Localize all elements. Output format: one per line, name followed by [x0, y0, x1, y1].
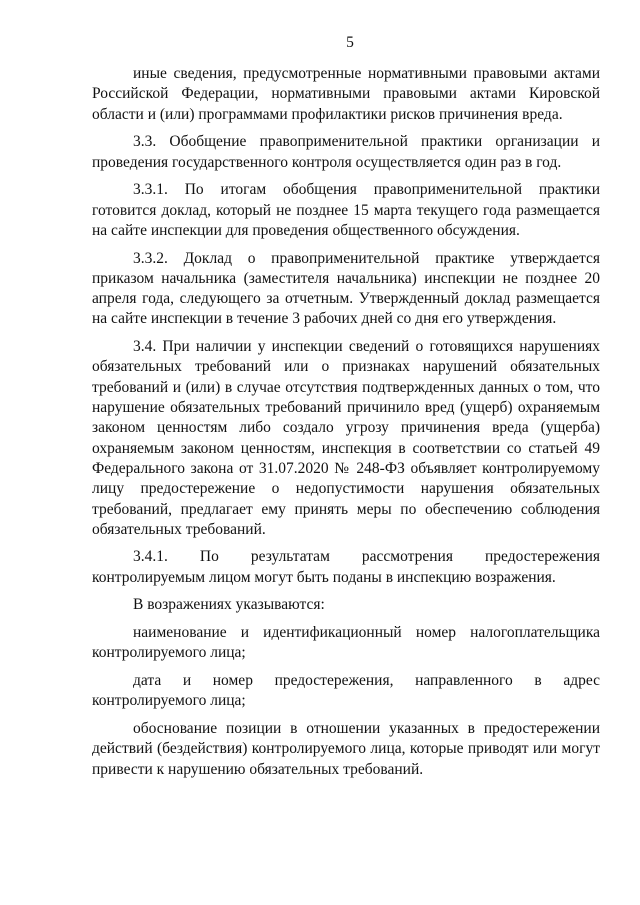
paragraph-other-information: иные сведения, предусмотренные нормативными правовыми актами Российской Федерации, нормативными правовыми актами Кировской области и (или) программами профилактики рисков причинения вреда.: [92, 65, 600, 123]
paragraph-3-3-1: 3.3.1. По итогам обобщения правоприменительной практики готовится доклад, который не позднее 15 марта текущего года размещается на сайте инспекции для проведения общественного обсуждения.: [92, 181, 600, 239]
paragraph-objections-list-intro: В возражениях указываются:: [133, 596, 325, 614]
paragraph-3-4-1: 3.4.1. По результатам рассмотрения предостережения контролируемым лицом могут быть поданы в инспекцию возражения.: [92, 548, 600, 586]
paragraph-item-justification: обоснование позиции в отношении указанных в предостережении действий (бездействия) контролируемого лица, которые приводят или могут привести к нарушению обязательных требований.: [92, 720, 600, 778]
paragraph-3-4: 3.4. При наличии у инспекции сведений о готовящихся нарушениях обязательных требований или о признаках нарушений обязательных требований и (или) в случае отсутствия подтвержденных данных о том, что нарушение обязательных требований причинило вред (ущерб) охраняемым законом ценностям либо создало угрозу причинения вреда (ущерба) охраняемым законом ценностям, инспекция в соответствии со статьей 49 Федерального закона от 31.07.2020 № 248-ФЗ объявляет контролируемому лицу предостережение о недопустимости нарушения обязательных требований, предлагает ему принять меры по обеспечению соблюдения обязательных требований.: [92, 338, 600, 538]
paragraph-item-name-inn: наименование и идентификационный номер налогоплательщика контролируемого лица;: [92, 624, 600, 662]
page-number: 5: [346, 34, 354, 51]
document-body: [92, 64, 600, 787]
paragraph-3-3-2: 3.3.2. Доклад о правоприменительной практике утверждается приказом начальника (заместителя начальника) инспекции не позднее 20 апреля года, следующего за отчетным. Утвержденный доклад размещается на сайте инспекции в течение 3 рабочих дней со дня его утверждения.: [92, 249, 600, 328]
paragraph-item-date-number: дата и номер предостережения, направленного в адрес контролируемого лица;: [92, 672, 600, 710]
paragraph-3-3: 3.3. Обобщение правоприменительной практики организации и проведения государственного контроля осуществляется один раз в год.: [92, 133, 600, 171]
